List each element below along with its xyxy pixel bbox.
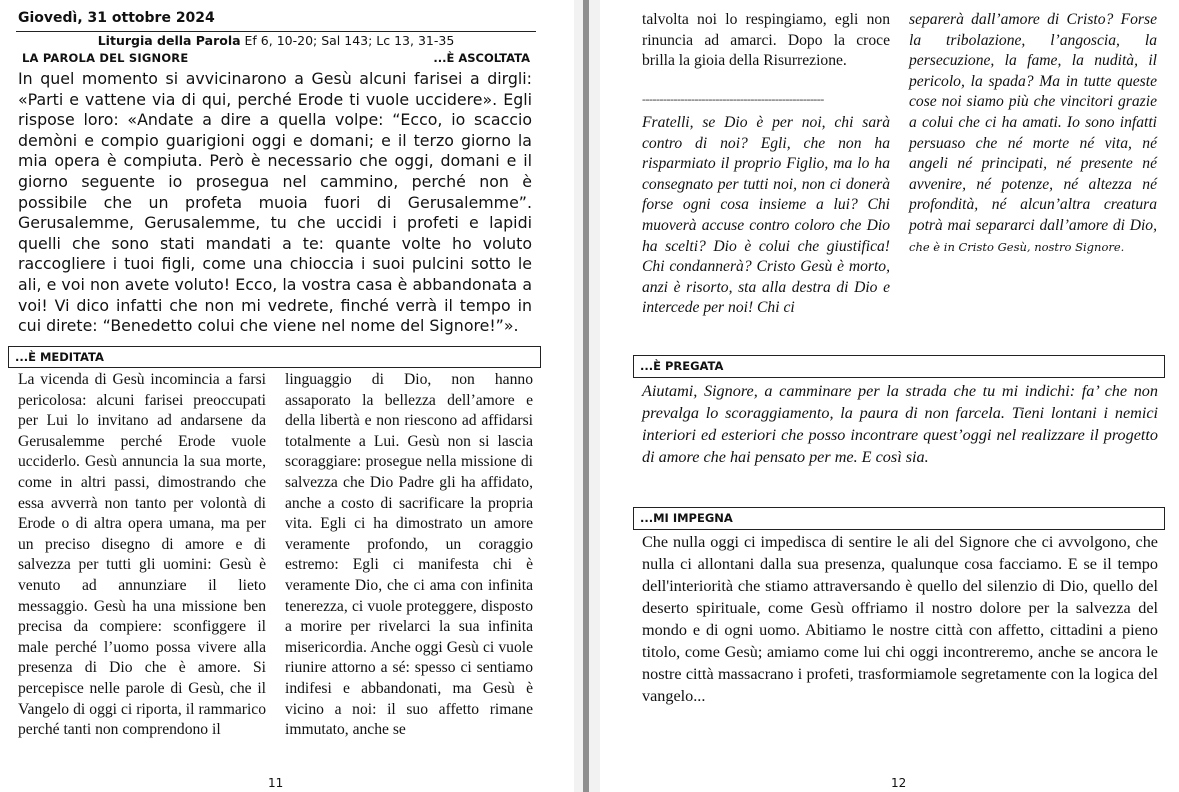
prayed-label: ...È PREGATA xyxy=(640,359,724,373)
meditation-column-1: La vicenda di Gesù incomincia a farsi pericolosa: alcuni farisei preoccupati per Lui lo invitano ad andarsene da Gerusalemme perché Erode vuole ucciderlo. Gesù annuncia la sua morte, come in altri passi, dimostrando che essa avverrà non tanto per volontà di Erode o di altra opera umana, ma per un preciso disegno di amore e di salvezza per tutti gli uomini: Gesù è venuto ad annunziare il lieto messaggio. Gesù ha una missione ben precisa da compiere: sconfiggere il male perché l’uomo possa vivere alla presenza di Dio che è amore. Si percepisce nelle parole di Gesù, che il Vangelo di oggi ci riporta, il rammarico perché tanti non comprendono il xyxy=(18,371,266,739)
heard-label: ...È ASCOLTATA xyxy=(433,51,530,65)
gospel-text: In quel momento si avvicinarono a Gesù alcuni farisei a dirgli: «Parti e vattene via di qui, perché Erode ti vuole uccidere». Egli rispose loro: «Andate a dire a quella volpe: “Ecco, io scaccio demòni e compio guarigioni oggi e domani; e il terzo giorno la mia opera è compiuta. Però è necessario che oggi, domani e il giorno seguente io prosegua nel cammino, perché non è possibile che un profeta muoia fuori di Gerusalemme”. Gerusalemme, Gerusalemme, tu che uccidi i profeti e lapidi quelli che sono stati mandati a te: quante volte ho voluto raccogliere i tuoi figli, come una chioccia i suoi pulcini sotto le ali, e voi non avete voluto! Ecco, la vostra casa è abbandonata a voi! Vi dico infatti che non mi vedrete, finché verrà il tempo in cui direte: “Benedetto colui che viene nel nome del Signore!”». xyxy=(18,69,532,336)
liturgy-title: Liturgia della Parola xyxy=(97,33,241,48)
meditated-label: ...È MEDITATA xyxy=(15,350,104,364)
meditated-section-header xyxy=(8,346,541,368)
reading-text: separerà dall’amore di Cristo? Forse la tribolazione, l’angoscia, la persecuzione, la fame, la nudità, il pericolo, la spada? Ma in tutte queste cose noi siamo più che vincitori grazie a colui che ci ha amati. Io sono infatti persuaso che né morte né vita, né angeli né principati, né presente né avvenire, né potenze, né altezza né profondità, né alcun’altra creatura potrà mai separarci dall’amore di Dio, xyxy=(909,11,1157,234)
liturgy-header xyxy=(16,33,536,48)
commit-section-header xyxy=(633,507,1165,530)
commit-label: ...MI IMPEGNA xyxy=(640,511,733,525)
commitment-text: Che nulla oggi ci impedisca di sentire le ali del Signore che ci avvolgono, che nulla ci allontani dalla sua presenza, qualunque cosa facciamo. E se il tempo dell'interiorità che stiamo attraversando è quello del silenzio di Dio, quello del deserto spirituale, come Gesù offriamo il nostro dolore per la salvezza del mondo e di ogni uomo. Abitiamo le nostre città con affetto, cittadini a pieno titolo, come Gesù; amiamo come lui chi oggi incontreremo, anche se ancora le nostre città massacrano i profeti, trasformiamole segretamente con la logica del vangelo... xyxy=(642,533,1158,705)
meditation-column-2: linguaggio di Dio, non hanno assaporato la bellezza dell’amore e della libertà e non riescono ad affidarsi totalmente a Lui. Gesù non si lascia scoraggiare: prosegue nella missione di salvezza che Dio Padre gli ha affidato, anche a costo di sacrificare la propria vita. Egli ci ha dimostrato un amore veramente profondo, un coraggio estremo: Egli ci manifesta chi è veramente Dio, che ci ama con infinita tenerezza, ci vuole proteggere, disposto a morire per rivelarci la sua infinita misericordia. Anche oggi Gesù ci vuole riunire attorno a sé: spesso ci sentiamo indifesi e abbandonati, ma Gesù è vicino a noi: il suo affetto rimane immutato, anche se xyxy=(285,371,533,739)
prayer-text: Aiutami, Signore, a camminare per la strada che tu mi indichi: fa’ che non prevalga lo scoraggiamento, la paura di non farcela. Tieni lontani i nemici interiori ed esteriori che posso incontrare quest’oggi nel realizzare il progetto di amore che hai pensato per me. E così sia. xyxy=(642,382,1158,466)
liturgy-refs: Ef 6, 10-20; Sal 143; Lc 13, 31-35 xyxy=(244,33,455,48)
right-page xyxy=(600,0,1179,792)
reading-ref: che è in Cristo Gesù, nostro Signore. xyxy=(909,239,1125,254)
meditation-continuation: talvolta noi lo respingiamo, egli non rinuncia ad amarci. Dopo la croce brilla la gioia della Risurrezione. xyxy=(642,11,890,70)
page-number-left: 11 xyxy=(268,776,284,790)
reading-column-2 xyxy=(909,10,1157,257)
reading-column-1: Fratelli, se Dio è per noi, chi sarà contro di noi? Egli, che non ha risparmiato il proprio Figlio, ma lo ha consegnato per tutti noi, non ci donerà forse ogni cosa insieme a lui? Chi muoverà accuse contro coloro che Dio ha scelti? Dio è colui che giustifica! Chi condannerà? Cristo Gesù è morto, anzi è risorto, sta alla destra di Dio e intercede per noi! Chi ci xyxy=(642,114,890,317)
separator-line: ---------------------------------------------------- xyxy=(642,92,824,106)
word-of-lord-label: LA PAROLA DEL SIGNORE xyxy=(22,51,189,65)
left-page xyxy=(0,0,574,792)
date-heading: Giovedì, 31 ottobre 2024 xyxy=(18,10,215,26)
prayed-section-header xyxy=(633,355,1165,378)
page-number-right: 12 xyxy=(891,776,907,790)
page-divider xyxy=(583,0,589,792)
date-rule xyxy=(16,31,536,32)
